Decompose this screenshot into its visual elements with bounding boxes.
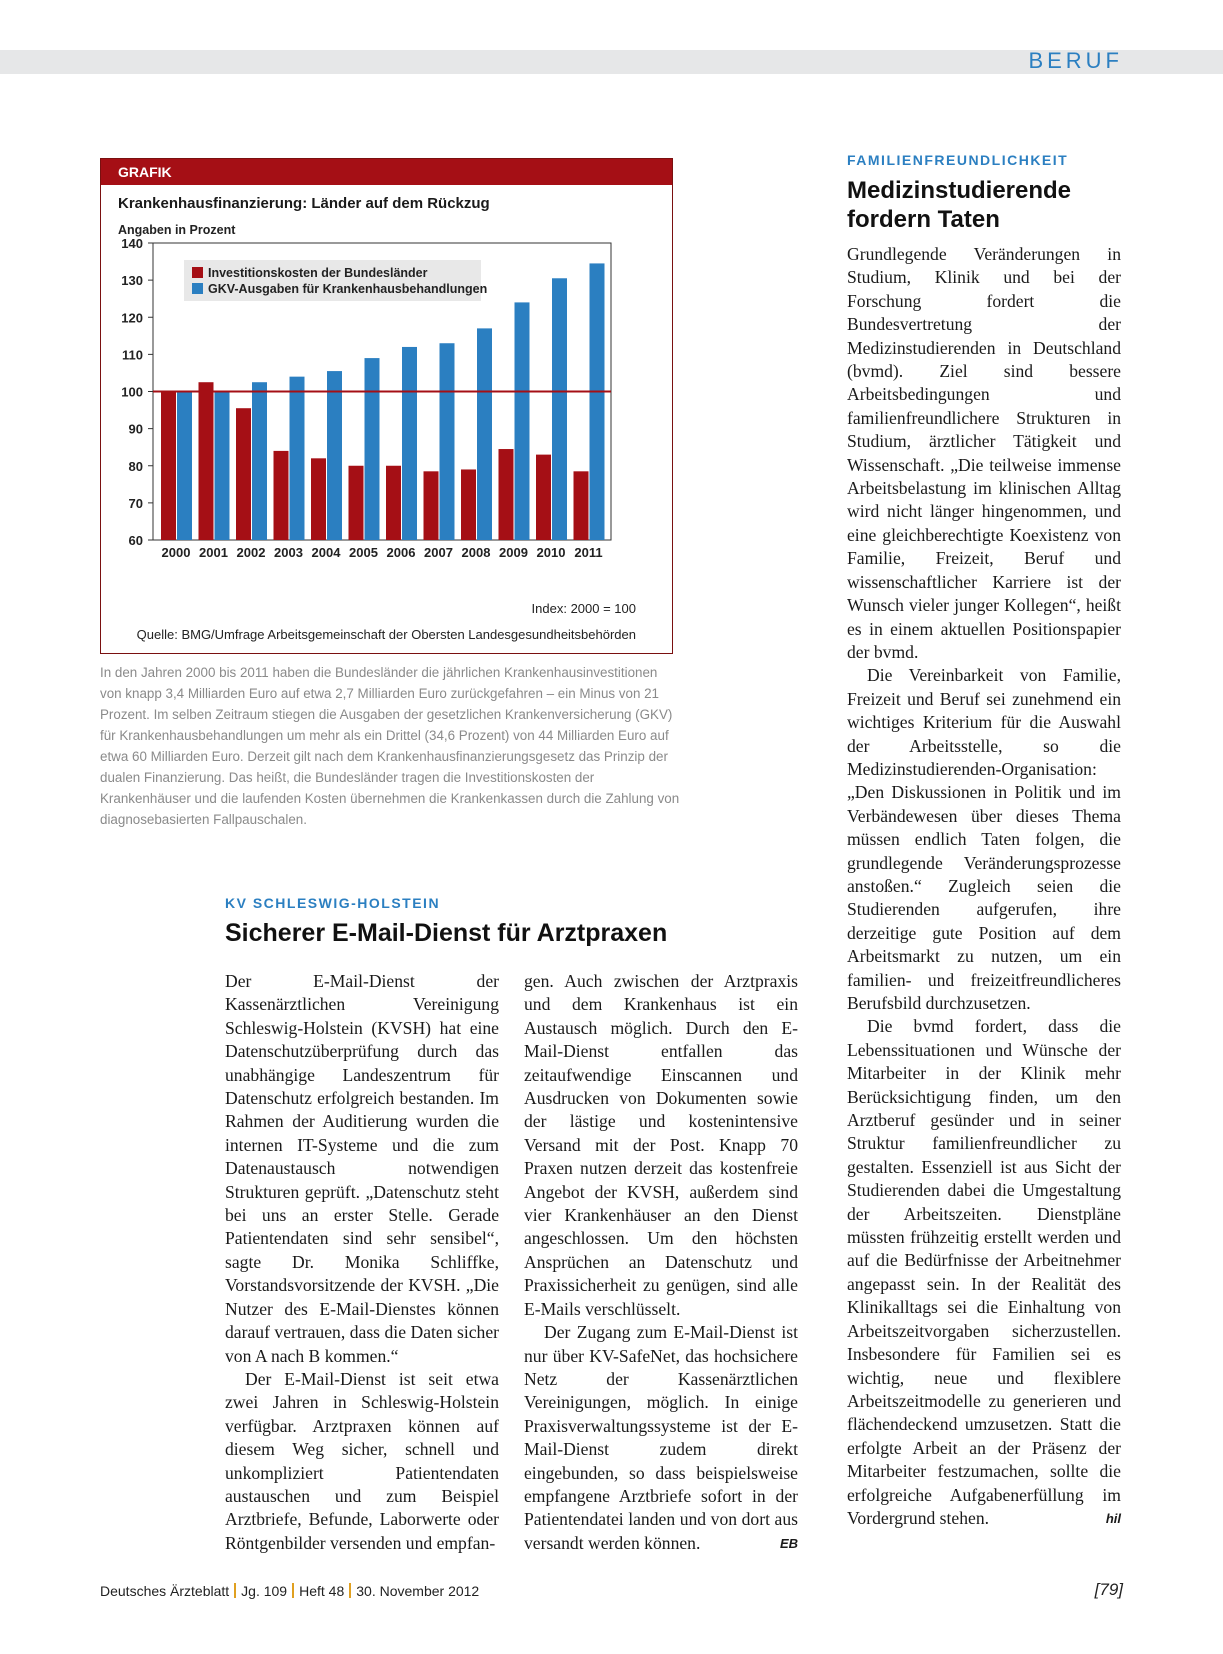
bar-investition	[274, 451, 289, 540]
date: 30. November 2012	[356, 1583, 480, 1599]
bar-gkv	[477, 328, 492, 540]
issue: Heft 48	[299, 1583, 345, 1599]
right-article-kicker: FAMILIENFREUNDLICHKEIT	[847, 152, 1069, 168]
bar-investition	[236, 408, 251, 540]
y-tick-label: 140	[121, 236, 143, 251]
paragraph: Die Vereinbarkeit von Familie, Freizeit und Beruf sei zunehmend ein wichtiges Kriterium für die Auswahl der Arbeitsstelle, so die Medizinstudierenden-Organisation: „Den Diskussionen in Politik und im Verbändewesen über dieses Thema müssen endlich Taten folgen, die grundlegende Veränderungsprozesse anstoßen.“ Zugleich seien die Studierenden aufgerufen, ihre derzeitige gute Position auf dem Arbeitsmarkt zu nutzen, um ein familien- und freizeitfreundlicheres Berufsbild durchzusetzen.	[847, 665, 1121, 1013]
paragraph: Der E-Mail-Dienst ist seit etwa zwei Jahren in Schleswig-Holstein verfügbar. Arztpraxen können auf diesem Weg sicher, schnell und unkompliziert Patientendaten austauschen und zum Beispiel Arztbriefe, Befunde, Laborwerte oder Röntgenbilder versenden und empfan-	[225, 1368, 499, 1553]
section-label: BERUF	[1028, 48, 1123, 73]
y-tick-label: 100	[121, 384, 143, 400]
x-tick-label: 2004	[311, 545, 341, 560]
chart-title: Krankenhausfinanzierung: Länder auf dem Rückzug	[118, 195, 490, 212]
y-tick-label: 110	[122, 347, 143, 363]
bar-gkv	[402, 347, 417, 540]
bar-investition	[386, 466, 401, 540]
x-tick-label: 2007	[424, 545, 453, 560]
bar-investition	[461, 469, 476, 540]
mid-article-column-1	[225, 970, 499, 1555]
y-tick-label: 60	[128, 533, 143, 548]
bar-gkv	[365, 358, 380, 540]
bar-investition	[499, 449, 514, 540]
page-number: [79]	[1094, 1580, 1123, 1599]
bar-investition	[349, 466, 364, 540]
bar-gkv	[215, 392, 230, 541]
paragraph: Der Zugang zum E-Mail-Dienst ist nur über KV-SafeNet, das hochsichere Netz der Kassenärztlichen Vereinigungen, möglich. In einige Praxisverwaltungssysteme ist der E-Mail-Dienst zudem direkt eingebunden, so dass beispielsweise empfangene Arztbriefe sofort in der Patientendatei landen und von dort aus versandt werden können. EB	[524, 1321, 798, 1555]
mid-article-kicker: KV SCHLESWIG-HOLSTEIN	[225, 895, 441, 911]
right-article-headline: Medizinstudierende fordern Taten	[847, 177, 1072, 233]
bar-investition	[161, 392, 176, 541]
paragraph: gen. Auch zwischen der Arztpraxis und dem Krankenhaus ist ein Austausch möglich. Durch den E-Mail-Dienst entfallen das zeitaufwendige Einscannen und Ausdrucken von Dokumenten sowie der lästige und kostenintensive Versand mit der Post. Knapp 70 Praxen nutzen derzeit das kostenfreie Angebot der KVSH, außerdem sind vier Krankenhäuser an den Dienst angeschlossen. Um den höchsten Ansprüchen an Datenschutz und Praxissicherheit zu genügen, sind alle E-Mails verschlüsselt.	[524, 971, 798, 1319]
chart-source: Quelle: BMG/Umfrage Arbeitsgemeinschaft der Obersten Landesgesundheitsbehörden	[136, 627, 636, 642]
x-tick-label: 2008	[461, 545, 491, 560]
bar-gkv	[590, 263, 605, 540]
bar-gkv	[177, 392, 192, 541]
y-tick-label: 130	[121, 273, 143, 289]
bar-gkv	[552, 278, 567, 540]
legend-swatch	[192, 283, 203, 294]
bar-gkv	[515, 302, 530, 540]
legend-label: GKV-Ausgaben für Krankenhausbehandlungen	[208, 282, 488, 296]
chart-label: GRAFIK	[101, 159, 672, 185]
bar-chart	[101, 159, 671, 652]
bar-investition	[199, 382, 214, 540]
y-tick-label: 70	[128, 495, 143, 511]
bar-investition	[311, 458, 326, 540]
chart-box	[100, 158, 673, 654]
bar-gkv	[440, 343, 455, 540]
bar-gkv	[252, 382, 267, 540]
chart-caption: In den Jahren 2000 bis 2011 haben die Bundesländer die jährlichen Krankenhausinvestitionen von knapp 3,4 Milliarden Euro auf etwa 2,7 Milliarden Euro zurückgefahren – ein Minus von 21 Prozent. Im selben Zeitraum stiegen die Ausgaben der gesetzlichen Krankenversicherung (GKV) für Krankenhausbehandlungen um mehr als ein Drittel (34,6 Prozent) von 44 Milliarden Euro auf etwa 60 Milliarden Euro. Derzeit gilt nach dem Krankenhausfinanzierungsgesetz das Prinzip der dualen Finanzierung. Das heißt, die Bundesländer tragen die Investitionskosten der Krankenhäuser und die laufenden Kosten übernehmen die Krankenkassen durch die Zahlung von diagnosebasierten Fallpauschalen.	[100, 665, 680, 827]
bar-investition	[536, 455, 551, 540]
mid-article-column-2	[524, 970, 798, 1555]
x-tick-label: 2011	[574, 545, 603, 560]
bar-gkv	[290, 377, 305, 540]
chart-subtitle: Angaben in Prozent	[118, 223, 236, 237]
bar-investition	[574, 471, 589, 540]
journal-name: Deutsches Ärzteblatt	[100, 1583, 230, 1599]
x-tick-label: 2003	[274, 545, 303, 560]
legend-label: Investitionskosten der Bundesländer	[208, 266, 428, 280]
x-tick-label: 2001	[199, 545, 228, 560]
bar-investition	[424, 471, 439, 540]
y-tick-label: 120	[121, 310, 143, 326]
right-article-body	[847, 243, 1121, 1530]
x-tick-label: 2002	[236, 545, 266, 560]
paragraph: Die bvmd fordert, dass die Lebenssituationen und Wünsche der Mitarbeiter in der Klinik mehr Berücksichtigung finden, um den Arztberuf gesünder und in seiner Struktur familienfreundlicher zu gestalten. Essenziell ist aus Sicht der Studierenden dabei die Umgestaltung der Arbeitszeiten. Dienstpläne müssten frühzeitig erstellt werden und auf die Bedürfnisse der Arbeitnehmer angepasst sein. In der Realität des Klinikalltags sei die Einhaltung von Arbeitszeitvorgaben sicherzustellen. Insbesondere für Familien sei es wichtig, neue und flexiblere Arbeitszeitmodelle zu generieren und flächendeckend umzusetzen. Statt die erfolgte Arbeit an der Präsenz der Mitarbeiter festzumachen, sollte die erfolgreiche Aufgabenerfüllung im Vordergrund stehen. hil	[847, 1015, 1121, 1530]
x-tick-label: 2006	[386, 545, 416, 560]
signature: EB	[779, 1535, 798, 1551]
chart-index-note: Index: 2000 = 100	[531, 601, 636, 616]
mid-article-headline: Sicherer E-Mail-Dienst für Arztpraxen	[225, 919, 668, 947]
legend-swatch	[192, 267, 203, 278]
paragraph: Grundlegende Veränderungen in Studium, Klinik und bei der Forschung fordert die Bundesvertretung der Medizinstudierenden in Deutschland (bvmd). Ziel sind bessere Arbeitsbedingungen und familienfreundlichere Strukturen in Studium, ärztlicher Tätigkeit und Wissenschaft. „Die teilweise immense Arbeitsbelastung im klinischen Alltag wird nicht länger hingenommen, und eine gleichberechtigte Koexistenz von Familie, Freizeit, Beruf und wissenschaftlicher Karriere ist der Wunsch vieler junger Kollegen“, heißt es in einem aktuellen Positionspapier der bvmd.	[847, 244, 1121, 662]
signature: hil	[1105, 1510, 1121, 1526]
volume: Jg. 109	[241, 1583, 288, 1599]
x-tick-label: 2010	[536, 545, 566, 560]
y-tick-label: 80	[128, 458, 143, 474]
y-tick-label: 90	[128, 421, 143, 437]
x-tick-label: 2005	[349, 545, 378, 560]
paragraph: Der E-Mail-Dienst der Kassenärztlichen Vereinigung Schleswig-Holstein (KVSH) hat eine Datenschutzüberprüfung durch das unabhängige Landeszentrum für Datenschutz erfolgreich bestanden. Im Rahmen der Auditierung wurden die internen IT-Systeme und die zum Datenaustausch notwendigen Strukturen geprüft. „Datenschutz steht bei uns an erster Stelle. Gerade Patientendaten sind sehr sensibel“, sagte Dr. Monika Schliffke, Vorstandsvorsitzende der KVSH. „Die Nutzer des E-Mail-Dienstes können darauf vertrauen, dass die Daten sicher von A nach B kommen.“	[225, 971, 499, 1366]
x-tick-label: 2009	[499, 545, 528, 560]
bar-gkv	[327, 371, 342, 540]
x-tick-label: 2000	[161, 545, 191, 560]
footer	[100, 1583, 479, 1599]
